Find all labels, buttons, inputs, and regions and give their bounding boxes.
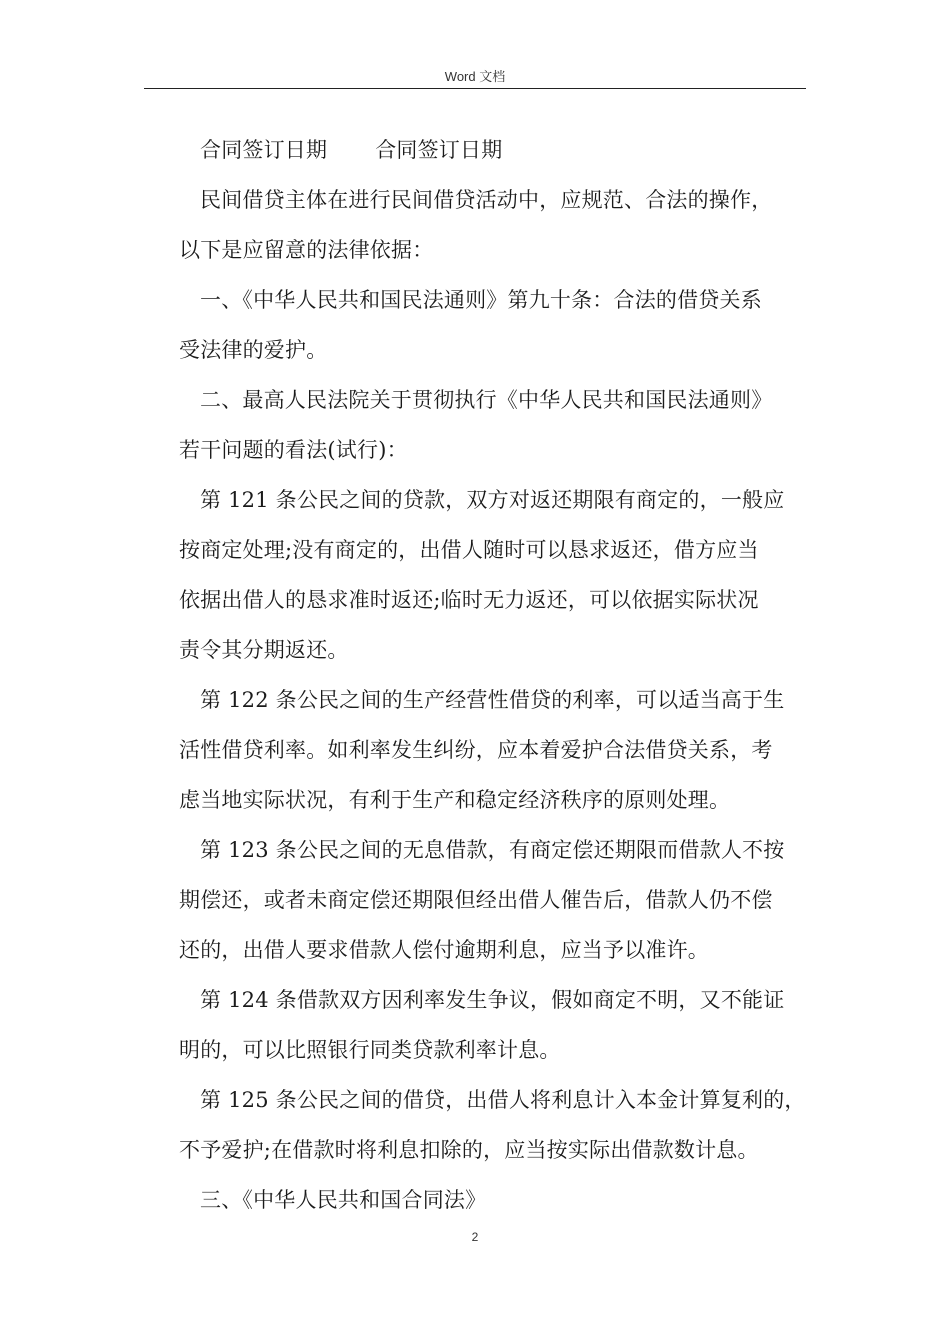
text-line: 活性借贷利率。如利率发生纠纷，应本着爱护合法借贷关系，考 (179, 738, 773, 762)
page-number: 2 (471, 1230, 479, 1244)
text-line: 按商定处理;没有商定的，出借人随时可以恳求返还，借方应当 (179, 538, 759, 562)
text-line: 虑当地实际状况，有利于生产和稳定经济秩序的原则处理。 (179, 788, 731, 812)
document-body (179, 132, 811, 1232)
text-line: 不予爱护;在借款时将利息扣除的，应当按实际出借款数计息。 (179, 1138, 759, 1162)
text-line: 第 125 条公民之间的借贷，出借人将利息计入本金计算复利的， (200, 1088, 806, 1112)
text-line: 一、《中华人民共和国民法通则》第九十条：合法的借贷关系 (200, 288, 762, 312)
text-line: 还的，出借人要求借款人偿付逾期利息，应当予以准许。 (179, 938, 709, 962)
text-line: 若干问题的看法(试行)： (179, 438, 408, 462)
text-line: 受法律的爱护。 (179, 338, 328, 362)
text-line: 期偿还，或者未商定偿还期限但经出借人催告后，借款人仍不偿 (179, 888, 773, 912)
contract-date-label-1: 合同签订日期 (200, 138, 328, 162)
text-line: 三、《中华人民共和国合同法》 (200, 1188, 487, 1212)
text-line: 二、最高人民法院关于贯彻执行《中华人民共和国民法通则》 (200, 388, 773, 412)
text-line: 第 121 条公民之间的贷款，双方对返还期限有商定的，一般应 (200, 488, 785, 512)
text-line: 第 124 条借款双方因利率发生争议，假如商定不明，又不能证 (200, 988, 785, 1012)
text-line: 第 123 条公民之间的无息借款，有商定偿还期限而借款人不按 (200, 838, 785, 862)
page-header: Word 文档 (444, 69, 506, 84)
text-line: 第 122 条公民之间的生产经营性借贷的利率，可以适当高于生 (200, 688, 785, 712)
text-line: 民间借贷主体在进行民间借贷活动中，应规范、合法的操作， (200, 188, 773, 212)
text-line: 明的，可以比照银行同类贷款利率计息。 (179, 1038, 561, 1062)
text-line: 依据出借人的恳求准时返还;临时无力返还，可以依据实际状况 (179, 588, 759, 612)
text-line: 责令其分期返还。 (179, 638, 349, 662)
date-line (179, 132, 811, 182)
text-line: 以下是应留意的法律依据： (179, 238, 434, 262)
paragraph-lines (179, 182, 811, 1232)
contract-date-label-2: 合同签订日期 (375, 138, 503, 162)
header-divider (144, 88, 806, 89)
